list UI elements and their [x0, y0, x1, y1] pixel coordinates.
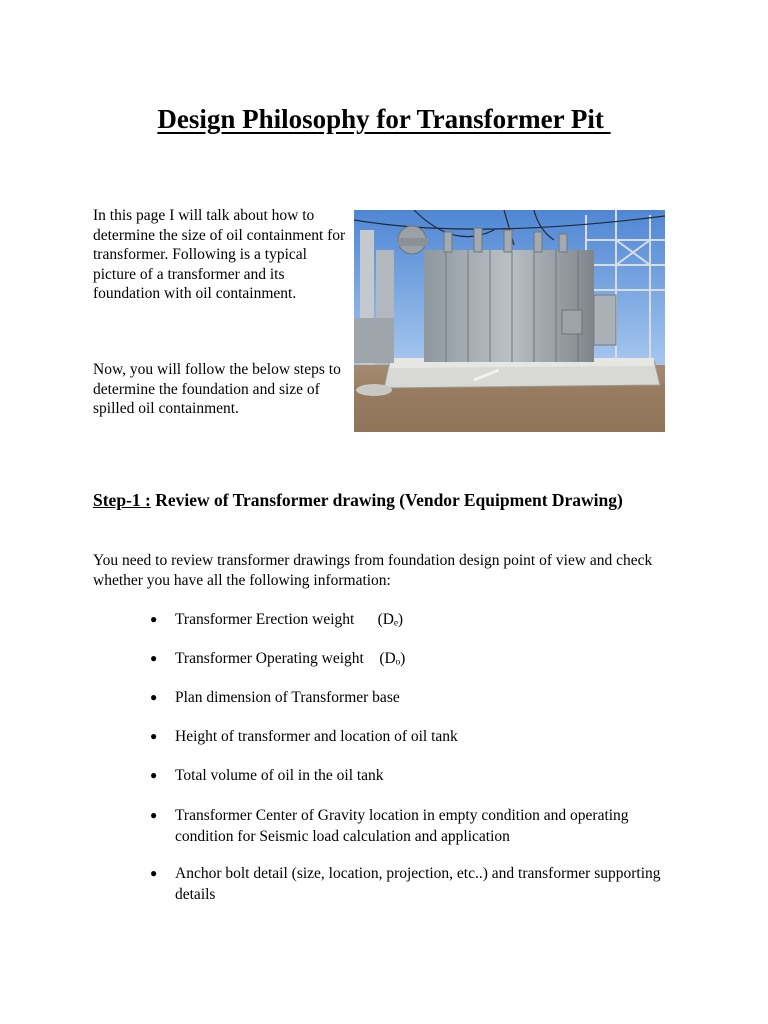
bullet-icon: ●	[150, 808, 158, 822]
bullet-icon: ●	[150, 612, 158, 626]
step-1-description: You need to review transformer drawings from foundation design point of view and check whether you have all the following information:	[93, 552, 653, 589]
bullet-icon: ●	[150, 768, 158, 782]
bullet-icon: ●	[150, 651, 158, 665]
step-1-label: Step-1 :	[93, 490, 151, 510]
transformer-photo	[354, 210, 665, 432]
intro-paragraph-1: In this page I will talk about how to determine the size of oil containment for transformer. Following is a typical picture of a transformer and its foundation with oil containment.	[93, 207, 346, 302]
step-1-title: Review of Transformer drawing (Vendor Equipment Drawing)	[150, 490, 623, 510]
intro-paragraph-2: Now, you will follow the below steps to determine the foundation and size of spilled oil containment.	[93, 361, 341, 417]
page-title: Design Philosophy for Transformer Pit	[157, 104, 611, 134]
bullet-icon: ●	[150, 866, 158, 880]
step-1-heading	[93, 489, 668, 511]
bullet-icon: ●	[150, 729, 158, 743]
bullet-icon: ●	[150, 690, 158, 704]
